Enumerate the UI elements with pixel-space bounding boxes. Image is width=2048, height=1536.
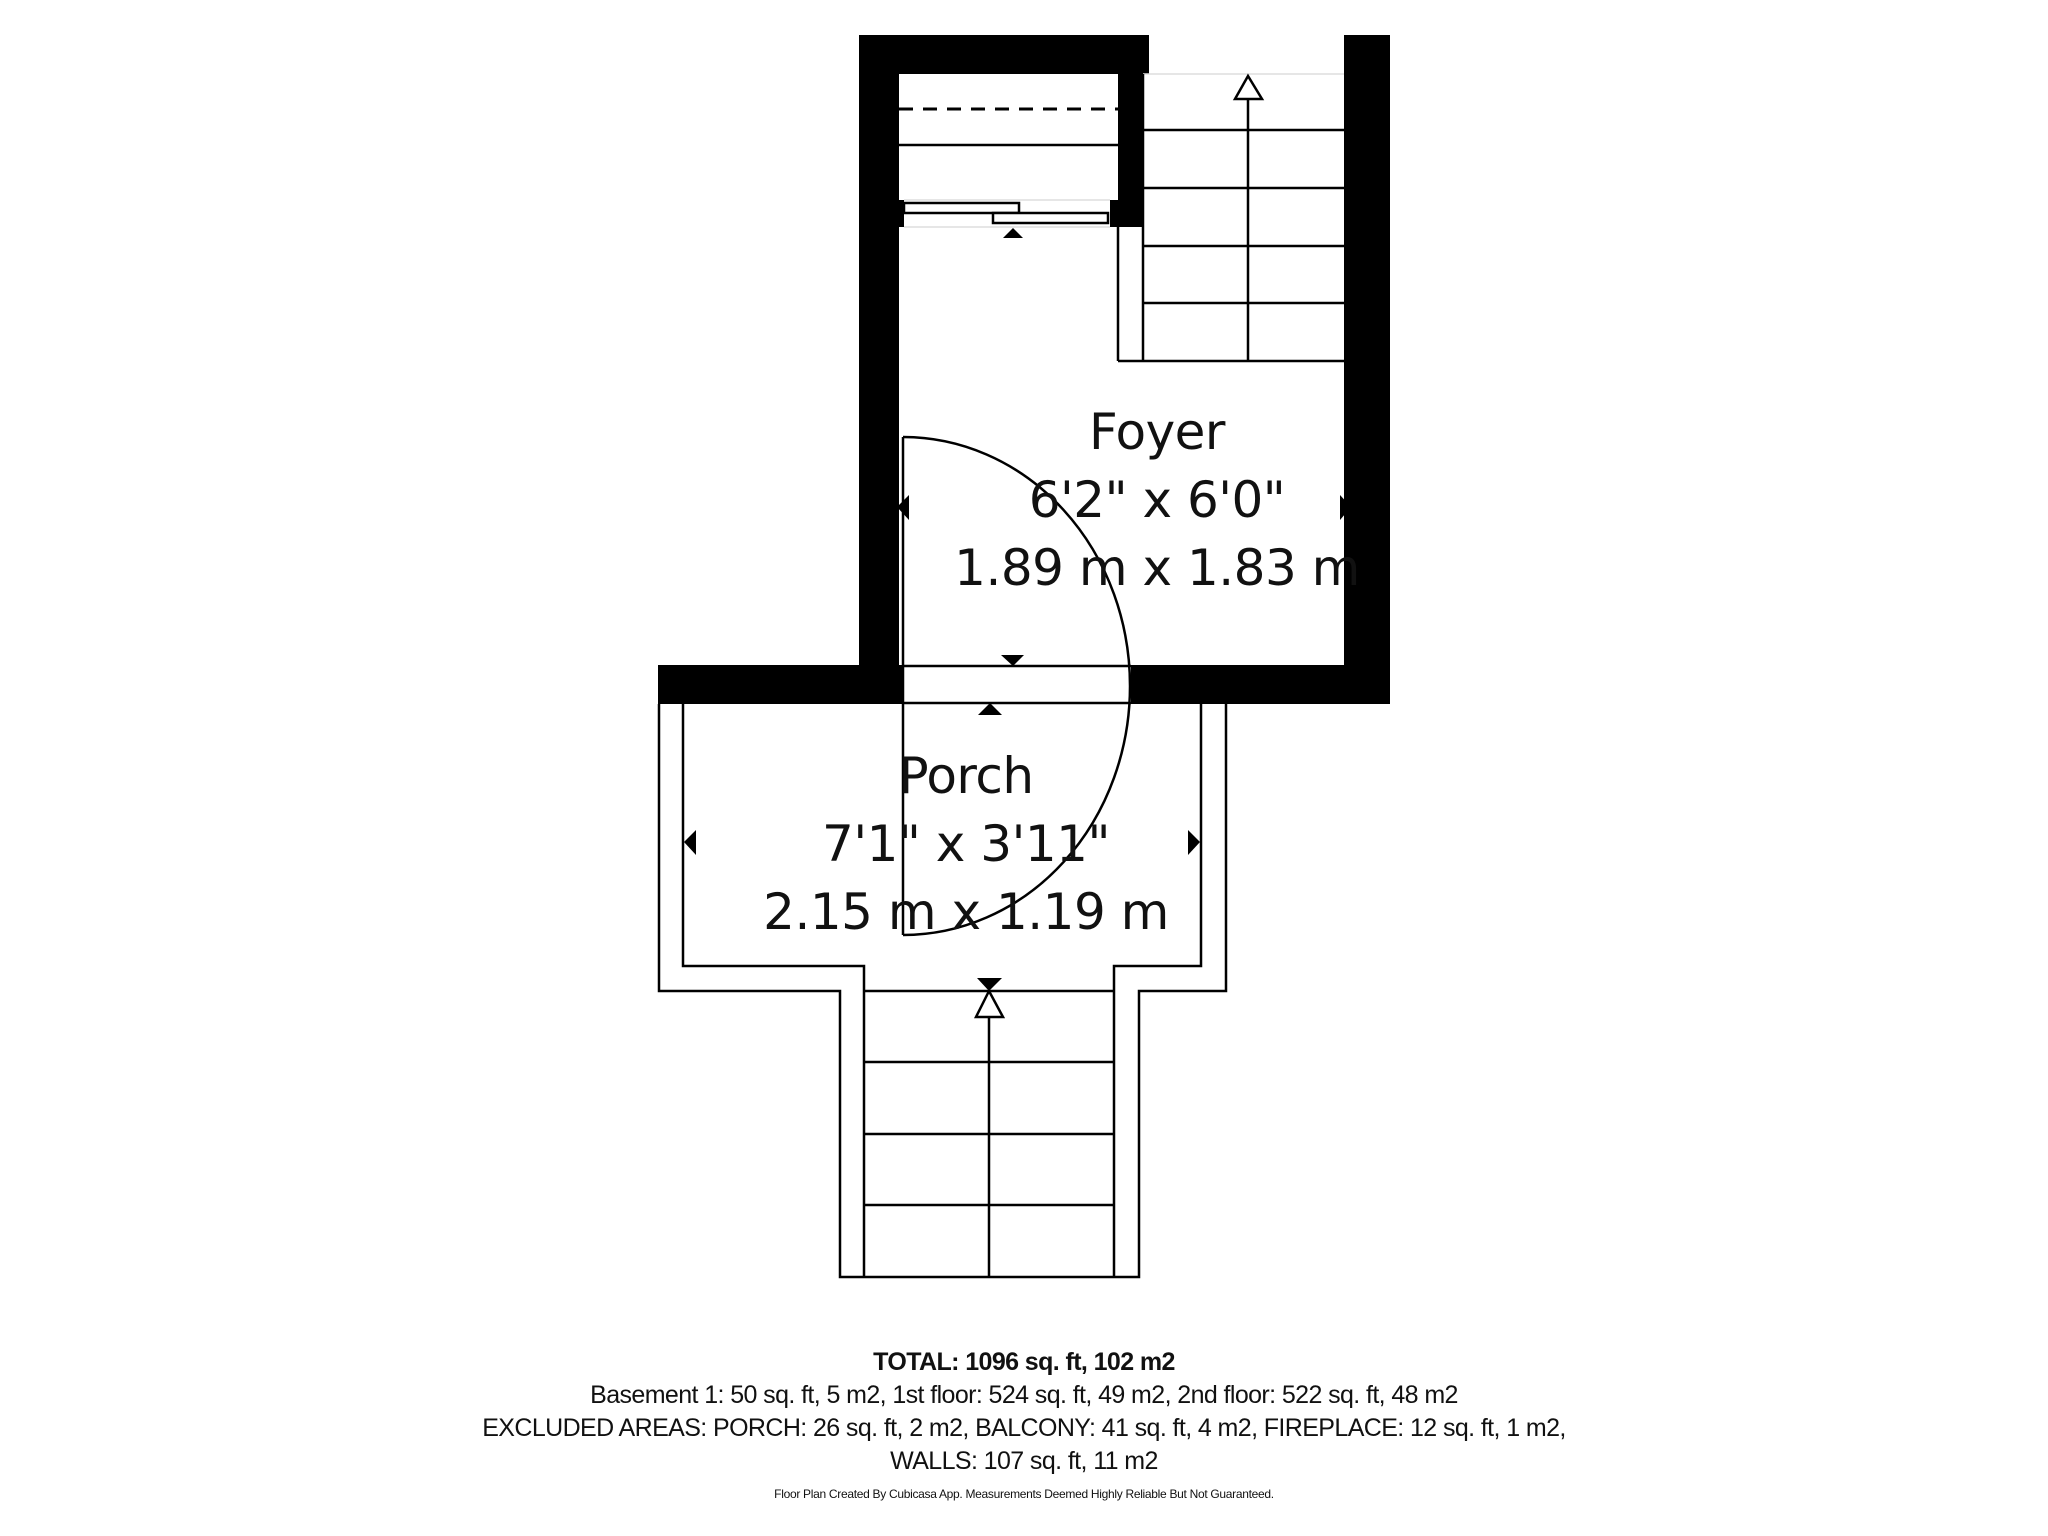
room-dims-imperial: 6'2" x 6'0" [1028,471,1286,529]
wall-closet-divider [1118,35,1144,200]
room-dims-imperial: 7'1" x 3'11" [822,815,1110,873]
door-marker-foyer [1001,655,1024,666]
door-marker-porch [978,703,1002,715]
wall-left [859,35,899,704]
wall-porch-right [1131,665,1390,704]
walls [658,35,1390,704]
door-marker-closet [1003,228,1023,238]
floor-areas: Basement 1: 50 sq. ft, 5 m2, 1st floor: 524 sq. ft, 49 m2, 2nd floor: 522 sq. ft, 48 m2 [590,1381,1458,1409]
room-label-porch [763,742,1169,946]
room-dims-metric: 2.15 m x 1.19 m [763,883,1169,941]
sliding-door-panel-1[interactable] [904,203,1019,213]
porch-dimension-arrow-right [1188,830,1200,855]
room-name: Porch [898,747,1034,805]
stair-opening [1149,35,1344,74]
stair-up-arrow-icon [1235,76,1262,99]
upper-stairs [1118,74,1351,361]
lower-stairs [864,978,1114,1277]
room-name: Foyer [1089,403,1225,461]
door-marker-stairs [977,978,1002,991]
wall-top [859,35,1149,74]
wall-areas: WALLS: 107 sq. ft, 11 m2 [890,1447,1158,1475]
entry-doorway [902,655,1131,715]
room-dims-metric: 1.89 m x 1.83 m [954,539,1360,597]
area-summary [0,1346,2048,1478]
closet-jamb-right [1110,200,1143,227]
room-label-foyer [954,398,1360,602]
porch-dimension-arrow-left [684,830,696,855]
total-area: TOTAL: 1096 sq. ft, 102 m2 [873,1348,1175,1376]
sliding-door-panel-2[interactable] [993,213,1108,223]
disclaimer: Floor Plan Created By Cubicasa App. Measurements Deemed Highly Reliable But Not Guaranteed. [774,1487,1274,1501]
wall-porch-left [658,665,902,704]
closet [899,109,1118,238]
stair-up-arrow-icon [976,991,1003,1017]
excluded-areas: EXCLUDED AREAS: PORCH: 26 sq. ft, 2 m2, BALCONY: 41 sq. ft, 4 m2, FIREPLACE: 12 sq. ft, 1 m2, [482,1414,1566,1442]
